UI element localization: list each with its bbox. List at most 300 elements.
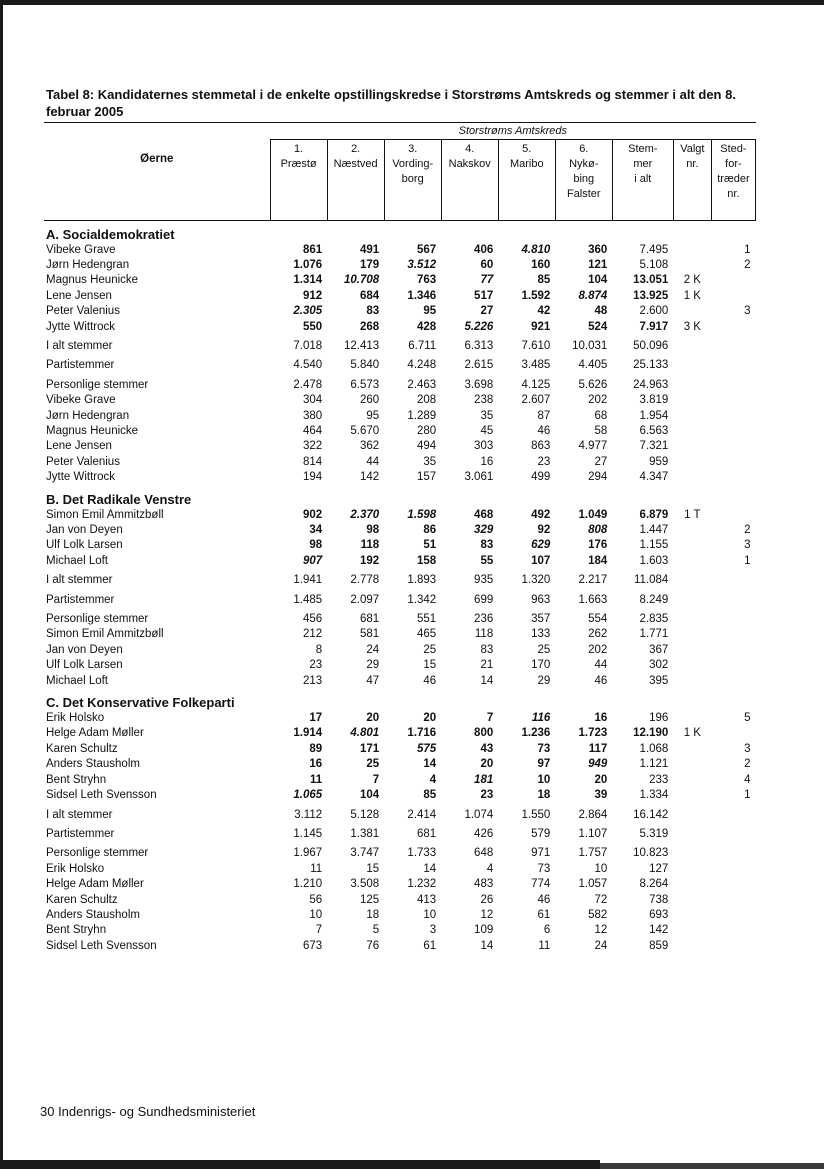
personal-votes-row	[44, 908, 756, 923]
value-cell: 20	[594, 773, 608, 786]
value-cell: 12	[480, 908, 494, 921]
total-cell: 1.447	[639, 524, 669, 536]
value-cell: 20	[480, 758, 494, 771]
empty-cell	[711, 439, 755, 454]
value-cell: 6	[543, 924, 551, 937]
value-cell: 1.663	[578, 593, 608, 606]
stedfortraeder-cell	[711, 289, 755, 304]
district-header-1: 1. Præstø	[270, 140, 327, 221]
value-cell: 26	[480, 893, 494, 906]
value-cell: 428	[417, 320, 437, 333]
value-cell: 25	[537, 643, 551, 656]
empty-cell	[673, 627, 711, 642]
total-cell: 7.495	[639, 243, 669, 256]
value-cell: 1.289	[407, 409, 437, 422]
empty-cell	[711, 374, 755, 393]
summary-label: Personlige stemmer	[46, 613, 149, 626]
value-cell: 304	[302, 394, 323, 407]
value-cell: 3	[429, 924, 437, 937]
value-cell: 1.485	[293, 593, 323, 606]
candidate-row	[44, 726, 756, 741]
empty-cell	[673, 908, 711, 923]
value-cell: 4.810	[521, 243, 551, 256]
value-cell: 582	[588, 908, 608, 921]
valgt-cell	[673, 304, 711, 319]
value-cell: 1.232	[407, 878, 437, 891]
value-cell: 902	[302, 508, 323, 521]
value-cell: 581	[359, 628, 380, 641]
value-cell: 629	[531, 539, 551, 552]
value-cell: 6.711	[408, 339, 437, 352]
value-cell: 303	[474, 440, 494, 453]
value-cell: 1.049	[578, 508, 608, 521]
candidate-row	[44, 289, 756, 304]
empty-cell	[673, 823, 711, 842]
candidate-row	[44, 508, 756, 523]
summary-row-parti	[44, 589, 756, 608]
value-cell: 18	[537, 789, 551, 802]
empty-cell	[711, 455, 755, 470]
value-cell: 85	[423, 789, 437, 802]
valgt-cell	[673, 258, 711, 273]
value-cell: 98	[366, 524, 380, 536]
summary-row-pers	[44, 608, 756, 627]
value-cell: 494	[417, 440, 437, 453]
value-cell: 118	[474, 628, 494, 641]
table-body	[44, 220, 756, 954]
stedfortraeder-cell	[711, 320, 755, 335]
total-cell: 367	[649, 643, 669, 656]
value-cell: 97	[537, 758, 551, 771]
stedfortraeder-header: Sted- for- træder nr.	[711, 140, 755, 221]
value-cell: 7	[315, 924, 323, 937]
empty-cell	[711, 569, 755, 588]
value-cell: 61	[423, 939, 437, 952]
empty-cell	[711, 877, 755, 892]
stedfortraeder-cell: 4	[744, 773, 751, 786]
value-cell: 142	[359, 471, 380, 484]
personal-votes-row	[44, 674, 756, 689]
empty-cell	[673, 424, 711, 439]
district-header-4: 4. Nakskov	[441, 140, 498, 221]
value-cell: 45	[480, 424, 494, 437]
value-cell: 157	[417, 471, 437, 484]
value-cell: 1.145	[293, 827, 323, 840]
empty-cell	[711, 589, 755, 608]
total-cell: 5.319	[639, 827, 669, 840]
candidate-row	[44, 304, 756, 319]
valgt-cell	[673, 523, 711, 538]
value-cell: 202	[588, 643, 608, 656]
value-cell: 11	[310, 862, 323, 875]
value-cell: 95	[366, 409, 380, 422]
empty-cell	[673, 470, 711, 485]
value-cell: 176	[588, 539, 608, 552]
value-cell: 42	[537, 305, 551, 318]
value-cell: 2.370	[350, 508, 380, 521]
value-cell: 7	[486, 712, 494, 725]
empty-cell	[673, 569, 711, 588]
empty-cell	[673, 393, 711, 408]
value-cell: 213	[302, 674, 323, 687]
value-cell: 83	[480, 643, 494, 656]
value-cell: 4.125	[521, 378, 551, 391]
candidate-name: Bent Stryhn	[46, 924, 107, 937]
personal-votes-row	[44, 455, 756, 470]
value-cell: 10.708	[343, 274, 380, 287]
total-cell: 693	[649, 908, 669, 921]
value-cell: 87	[537, 409, 551, 422]
value-cell: 48	[594, 305, 608, 318]
value-cell: 517	[474, 289, 494, 302]
candidate-row	[44, 320, 756, 335]
value-cell: 963	[531, 593, 551, 606]
personal-votes-row	[44, 877, 756, 892]
party-heading-row	[44, 689, 756, 711]
value-cell: 236	[474, 613, 494, 626]
value-cell: 5	[372, 924, 380, 937]
total-cell: 1.068	[639, 742, 669, 755]
value-cell: 360	[588, 243, 608, 256]
value-cell: 158	[417, 554, 437, 567]
stedfortraeder-cell: 2	[744, 524, 751, 536]
value-cell: 1.065	[293, 789, 323, 802]
value-cell: 14	[423, 758, 437, 771]
value-cell: 170	[531, 659, 551, 672]
summary-row-parti	[44, 354, 756, 373]
candidate-name: Michael Loft	[46, 674, 109, 687]
value-cell: 109	[474, 924, 494, 937]
candidate-name: Magnus Heunicke	[46, 274, 139, 287]
total-cell: 6.879	[639, 508, 669, 521]
candidate-name: Anders Stausholm	[46, 908, 140, 921]
value-cell: 25	[423, 643, 437, 656]
value-cell: 907	[302, 554, 323, 567]
valgt-cell	[673, 711, 711, 726]
value-cell: 116	[531, 712, 551, 725]
total-cell: 24.963	[633, 378, 669, 391]
value-cell: 60	[480, 258, 494, 271]
personal-votes-row	[44, 393, 756, 408]
value-cell: 23	[480, 789, 494, 802]
personal-votes-row	[44, 409, 756, 424]
empty-cell	[673, 893, 711, 908]
candidate-row	[44, 273, 756, 288]
district-header-3: 3. Vording- borg	[384, 140, 441, 221]
candidate-row	[44, 523, 756, 538]
value-cell: 468	[474, 508, 494, 521]
summary-label: I alt stemmer	[46, 808, 113, 821]
value-cell: 2.778	[350, 574, 380, 587]
total-cell: 13.051	[633, 274, 669, 287]
value-cell: 492	[531, 508, 551, 521]
value-cell: 171	[359, 742, 380, 755]
total-cell: 127	[649, 862, 669, 875]
value-cell: 15	[366, 862, 380, 875]
total-cell: 196	[649, 712, 669, 725]
value-cell: 362	[359, 440, 380, 453]
candidate-name: Sidsel Leth Svensson	[46, 789, 157, 802]
stedfortraeder-cell: 1	[744, 243, 751, 256]
summary-row-parti	[44, 823, 756, 842]
total-cell: 233	[649, 773, 669, 786]
value-cell: 1.914	[293, 727, 323, 740]
value-cell: 58	[594, 424, 608, 437]
empty-cell	[711, 354, 755, 373]
value-cell: 1.598	[407, 508, 437, 521]
district-header-2: 2. Næstved	[327, 140, 384, 221]
empty-cell	[711, 424, 755, 439]
summary-label: Personlige stemmer	[46, 378, 149, 391]
personal-votes-row	[44, 627, 756, 642]
value-cell: 25	[366, 758, 380, 771]
value-cell: 260	[359, 394, 380, 407]
value-cell: 1.757	[578, 847, 608, 860]
value-cell: 8.874	[578, 289, 608, 302]
total-cell: 25.133	[633, 359, 669, 372]
value-cell: 77	[480, 274, 494, 287]
value-cell: 699	[474, 593, 494, 606]
value-cell: 648	[474, 847, 494, 860]
total-cell: 1.603	[639, 554, 669, 567]
value-cell: 4.405	[578, 359, 608, 372]
valgt-cell	[673, 538, 711, 553]
empty-cell	[673, 877, 711, 892]
personal-votes-row	[44, 862, 756, 877]
summary-row-i-alt	[44, 569, 756, 588]
summary-row-i-alt	[44, 804, 756, 823]
value-cell: 125	[359, 893, 380, 906]
candidate-name: Jytte Wittrock	[46, 320, 116, 333]
value-cell: 46	[537, 893, 551, 906]
value-cell: 194	[302, 471, 323, 484]
value-cell: 86	[423, 524, 437, 536]
value-cell: 814	[302, 455, 323, 468]
empty-cell	[711, 335, 755, 354]
value-cell: 107	[531, 554, 551, 567]
value-cell: 554	[588, 613, 608, 626]
empty-cell	[711, 643, 755, 658]
summary-label: Partistemmer	[46, 359, 115, 372]
total-cell: 7.321	[639, 440, 669, 453]
value-cell: 8	[315, 643, 323, 656]
value-cell: 11	[309, 773, 323, 786]
value-cell: 322	[302, 440, 323, 453]
value-cell: 85	[537, 274, 551, 287]
value-cell: 14	[480, 939, 494, 952]
empty-cell	[673, 674, 711, 689]
total-cell: 395	[649, 674, 669, 687]
value-cell: 7	[372, 773, 380, 786]
empty-cell	[711, 908, 755, 923]
summary-row-i-alt	[44, 335, 756, 354]
value-cell: 2.478	[293, 378, 323, 391]
valgt-cell	[673, 773, 711, 788]
empty-cell	[711, 409, 755, 424]
personal-votes-row	[44, 923, 756, 938]
value-cell: 3.747	[350, 847, 380, 860]
stedfortraeder-cell	[711, 273, 755, 288]
value-cell: 2.217	[578, 574, 608, 587]
value-cell: 133	[531, 628, 551, 641]
total-cell: 738	[649, 893, 669, 906]
value-cell: 192	[359, 554, 380, 567]
value-cell: 238	[474, 394, 494, 407]
value-cell: 1.320	[521, 574, 551, 587]
value-cell: 1.346	[407, 289, 437, 302]
empty-cell	[711, 939, 755, 954]
empty-cell	[673, 804, 711, 823]
value-cell: 212	[302, 628, 323, 641]
valgt-cell: 3 K	[683, 320, 701, 333]
candidate-name: Jan von Deyen	[46, 643, 123, 656]
value-cell: 10	[423, 908, 437, 921]
value-cell: 912	[302, 289, 323, 302]
value-cell: 1.550	[521, 808, 551, 821]
empty-cell	[711, 627, 755, 642]
value-cell: 27	[480, 305, 494, 318]
value-cell: 179	[359, 258, 380, 271]
value-cell: 202	[588, 394, 608, 407]
valgt-cell	[673, 554, 711, 569]
scan-edge-left	[0, 0, 3, 1169]
group-header: Storstrøms Amtskreds	[270, 123, 755, 140]
value-cell: 4	[429, 773, 437, 786]
value-cell: 5.226	[464, 320, 494, 333]
value-cell: 6.313	[464, 339, 494, 352]
value-cell: 268	[359, 320, 380, 333]
party-heading: C. Det Konservative Folkeparti	[46, 695, 235, 711]
personal-votes-row	[44, 658, 756, 673]
value-cell: 208	[417, 394, 437, 407]
empty-cell	[673, 589, 711, 608]
results-table	[44, 122, 756, 954]
value-cell: 483	[474, 878, 494, 891]
candidate-name: Peter Valenius	[46, 305, 120, 318]
empty-cell	[711, 842, 755, 861]
stedfortraeder-cell: 3	[744, 305, 751, 318]
candidate-name: Vibeke Grave	[46, 243, 116, 256]
candidate-name: Vibeke Grave	[46, 394, 116, 407]
candidate-name: Lene Jensen	[46, 440, 112, 453]
stedfortraeder-cell: 1	[744, 554, 751, 567]
value-cell: 5.670	[350, 424, 380, 437]
value-cell: 921	[531, 320, 551, 333]
total-cell: 7.917	[639, 320, 669, 333]
valgt-cell	[673, 757, 711, 772]
total-cell: 12.190	[633, 727, 669, 740]
personal-votes-row	[44, 643, 756, 658]
value-cell: 2.414	[407, 808, 437, 821]
value-cell: 24	[594, 939, 608, 952]
value-cell: 20	[423, 712, 437, 725]
value-cell: 426	[474, 827, 494, 840]
candidate-row	[44, 757, 756, 772]
total-cell: 1.334	[639, 789, 669, 802]
value-cell: 1.893	[407, 574, 437, 587]
empty-cell	[673, 862, 711, 877]
total-cell: 8.264	[639, 878, 669, 891]
empty-cell	[673, 658, 711, 673]
value-cell: 550	[302, 320, 323, 333]
empty-cell	[711, 823, 755, 842]
total-cell: 5.108	[639, 258, 669, 271]
candidate-name: Jørn Hedengran	[46, 258, 130, 271]
stedfortraeder-cell: 3	[744, 539, 751, 552]
candidate-name: Simon Emil Ammitzbøll	[46, 508, 164, 521]
candidate-name: Bent Stryhn	[46, 773, 107, 786]
value-cell: 15	[423, 659, 437, 672]
stedfortraeder-cell: 5	[744, 712, 751, 725]
total-cell: 1.155	[639, 539, 669, 552]
value-cell: 12	[594, 924, 608, 937]
value-cell: 92	[537, 524, 551, 536]
value-cell: 34	[309, 524, 323, 536]
value-cell: 46	[594, 674, 608, 687]
total-cell: 959	[649, 455, 669, 468]
empty-cell	[711, 658, 755, 673]
empty-cell	[673, 354, 711, 373]
empty-cell	[711, 893, 755, 908]
candidate-row	[44, 742, 756, 757]
empty-cell	[673, 842, 711, 861]
value-cell: 1.941	[293, 574, 323, 587]
value-cell: 294	[588, 471, 608, 484]
total-cell: 11.084	[634, 574, 669, 587]
personal-votes-row	[44, 439, 756, 454]
value-cell: 329	[474, 524, 494, 536]
candidate-row	[44, 554, 756, 569]
value-cell: 863	[531, 440, 551, 453]
value-cell: 2.097	[350, 593, 380, 606]
valgt-cell: 2 K	[683, 274, 701, 287]
value-cell: 21	[480, 659, 494, 672]
total-cell: 3.819	[639, 394, 669, 407]
value-cell: 7.610	[521, 339, 551, 352]
candidate-name: Lene Jensen	[46, 289, 112, 302]
empty-cell	[673, 409, 711, 424]
value-cell: 73	[537, 742, 551, 755]
total-cell: 16.142	[633, 808, 669, 821]
value-cell: 51	[423, 539, 437, 552]
stedfortraeder-cell: 2	[744, 258, 751, 271]
total-cell: 10.823	[633, 847, 669, 860]
value-cell: 1.967	[293, 847, 323, 860]
value-cell: 89	[309, 742, 323, 755]
valgt-cell	[673, 788, 711, 803]
candidate-name: Erik Holsko	[46, 712, 105, 725]
stemmer-header: Stem- mer i alt	[612, 140, 673, 221]
value-cell: 43	[480, 742, 494, 755]
party-heading-row	[44, 486, 756, 508]
value-cell: 262	[588, 628, 608, 641]
candidate-row	[44, 773, 756, 788]
candidate-name: Erik Holsko	[46, 862, 105, 875]
value-cell: 12.413	[343, 339, 380, 352]
empty-cell	[673, 923, 711, 938]
value-cell: 763	[417, 274, 437, 287]
value-cell: 76	[366, 939, 380, 952]
value-cell: 55	[480, 554, 494, 567]
value-cell: 121	[588, 258, 608, 271]
value-cell: 39	[594, 789, 608, 802]
value-cell: 3.061	[464, 471, 494, 484]
stedfortraeder-cell: 1	[744, 789, 751, 802]
summary-label: Partistemmer	[46, 593, 115, 606]
value-cell: 2.607	[521, 394, 551, 407]
empty-cell	[711, 862, 755, 877]
value-cell: 35	[480, 409, 494, 422]
